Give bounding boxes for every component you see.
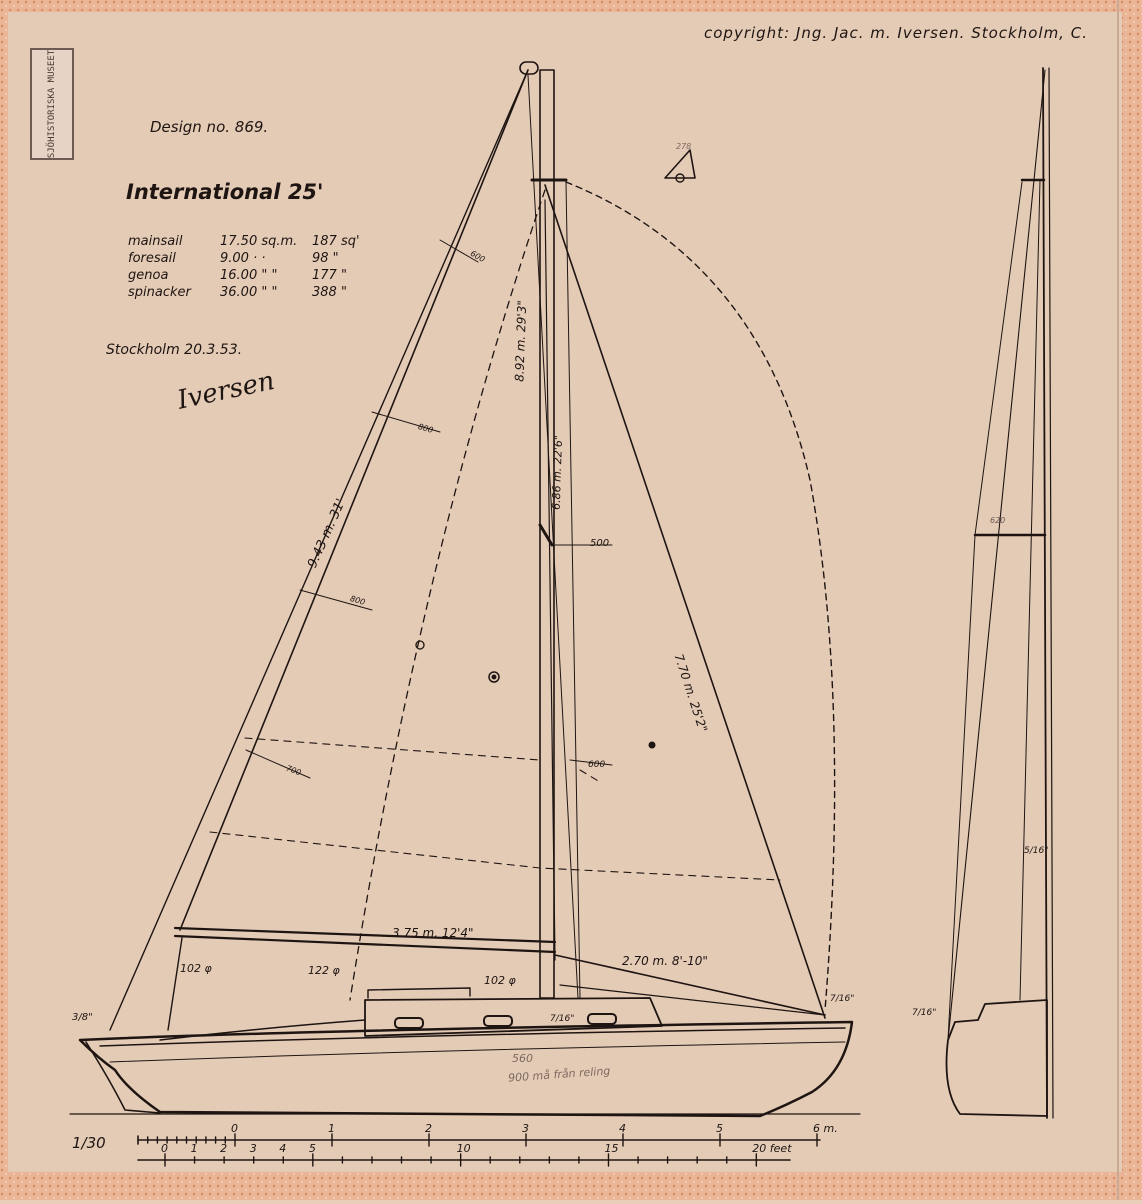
scale-meter-label: 3 [522, 1122, 529, 1135]
design-number: Design no. 869. [150, 118, 269, 136]
pencil-note: 900 må från reling [507, 1064, 611, 1085]
scale-ratio: 1/30 [72, 1134, 106, 1152]
dim-forestay-height: 6.86 m. 22'6" [549, 434, 566, 511]
sail-sqft: 187 sq' [312, 234, 360, 249]
dim-foot: 2.70 m. 8'-10" [622, 954, 708, 968]
frac-716-front: 7/16" [912, 1008, 937, 1018]
sail-sqm: 36.00 " " [220, 285, 278, 300]
sail-sqm: 9.00 · · [220, 251, 266, 266]
pencil-278: 278 [676, 142, 692, 151]
frac-716-bow: 7/16" [830, 994, 855, 1004]
scale-foot-label: 5 [308, 1142, 316, 1155]
left-border [0, 0, 8, 1200]
dim-700: 700 [284, 763, 303, 778]
sail-sqft: 388 " [312, 285, 347, 300]
sail-sqft: 177 " [312, 268, 347, 283]
sail-sqm: 17.50 sq.m. [220, 234, 298, 249]
sail-name: mainsail [128, 234, 183, 249]
scale-meter-label: 6 m. [813, 1122, 838, 1135]
scale-meter-label: 2 [425, 1122, 432, 1135]
drawing-title: International 25' [126, 180, 324, 204]
scale-foot-label: 1 [190, 1142, 198, 1155]
scale-foot-label: 3 [249, 1142, 257, 1155]
pencil-560: 560 [512, 1052, 533, 1065]
dim-800-upper: 800 [417, 422, 435, 435]
frac-516: 5/16" [1024, 846, 1049, 856]
place-date: Stockholm 20.3.53. [106, 342, 243, 358]
scale-meter-label: 0 [231, 1122, 238, 1135]
dim-122: 122 φ [308, 964, 340, 977]
frac-716-mast: 7/16" [550, 1014, 575, 1024]
scale-meter-label: 1 [328, 1122, 335, 1135]
scale-meter-label: 5 [716, 1122, 723, 1135]
scale-foot-label: 0 [161, 1142, 168, 1155]
sail-sqft: 98 " [312, 251, 339, 266]
dim-forestay: 7.70 m. 25'2" [671, 652, 711, 734]
dim-luff: 9.43 m. 31' [305, 496, 349, 571]
scale-foot-label: 15 [604, 1142, 619, 1155]
right-border [1122, 0, 1142, 1200]
dim-mast-height: 8.92 m. 29'3" [512, 299, 530, 383]
dim-102-mid: 102 φ [484, 974, 516, 987]
dim-800-lower: 800 [349, 594, 367, 607]
museum-stamp [30, 48, 74, 160]
sail-name: spinacker [128, 285, 191, 300]
frac-38: 3/8" [72, 1012, 93, 1023]
top-border [0, 0, 1142, 12]
dim-boom: 3.75 m. 12'4" [392, 926, 474, 940]
scale-meter-label: 4 [619, 1122, 626, 1135]
scale-foot-label: 4 [279, 1142, 287, 1155]
sail-name: genoa [128, 268, 169, 283]
scale-foot-label: 20 feet [752, 1142, 792, 1155]
scale-foot-label: 10 [456, 1142, 471, 1155]
scale-foot-label: 2 [220, 1142, 228, 1155]
sail-sqm: 16.00 " " [220, 268, 278, 283]
dim-600-top: 600 [468, 248, 487, 265]
sail-name: foresail [128, 251, 176, 266]
signature: Iversen [174, 365, 278, 416]
bottom-border [0, 1172, 1142, 1200]
sail-mark-3 [649, 742, 655, 748]
dim-102-left: 102 φ [180, 962, 212, 975]
dim-600-mid: 600 [588, 760, 606, 770]
front-620: 620 [990, 516, 1006, 525]
dim-500: 500 [590, 538, 610, 549]
stamp-text: SJÖHISTORISKA MUSEET [47, 49, 57, 159]
copyright-line: copyright: Jng. Jac. m. Iversen. Stockholm, C. [704, 24, 1088, 42]
